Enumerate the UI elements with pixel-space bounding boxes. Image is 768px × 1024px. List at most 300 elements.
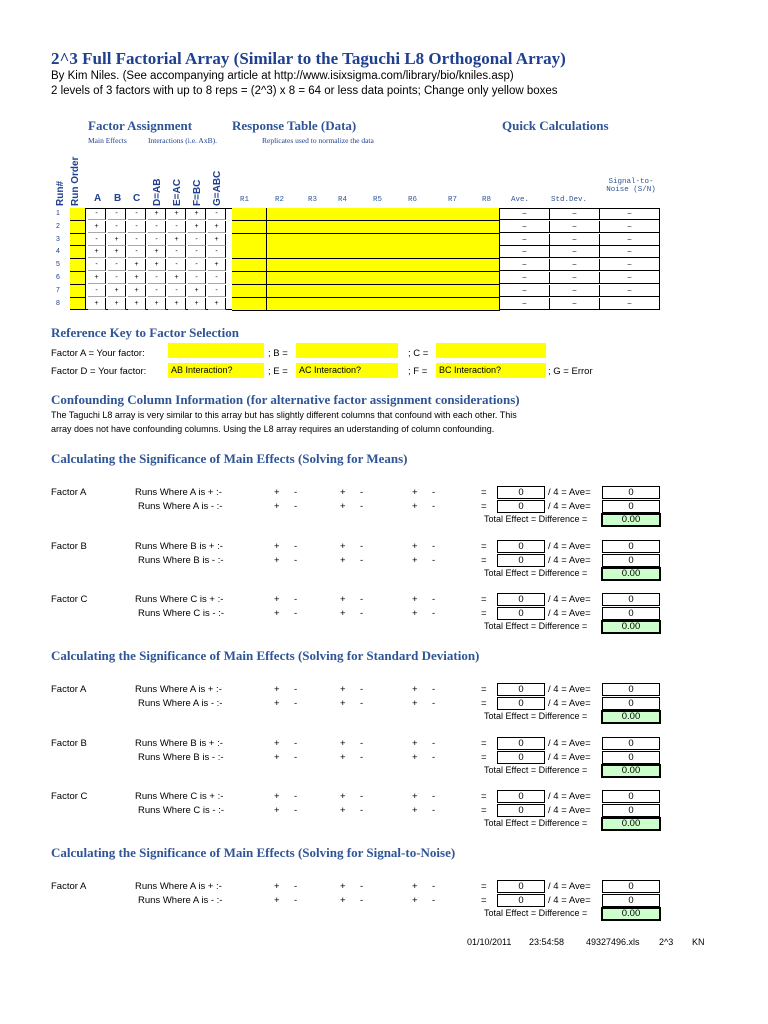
factor-level-d: + (148, 298, 166, 310)
average-value: 0 (602, 486, 660, 499)
divide-average-label: / 4 = Ave= (548, 554, 591, 566)
rep-header-2: R2 (275, 196, 285, 204)
minus-sign: - (294, 805, 298, 816)
total-effect-label: Total Effect = Difference = (484, 764, 588, 775)
replicate-input-r1[interactable] (232, 234, 267, 247)
plus-sign: + (412, 594, 418, 605)
factor-level-b: - (108, 259, 126, 271)
minus-sign: - (294, 540, 298, 552)
plus-sign: + (412, 554, 418, 566)
replicate-input-r4[interactable] (330, 285, 367, 298)
minus-sign: - (432, 554, 436, 566)
plus-sign: + (274, 684, 280, 695)
plus-sign: + (412, 608, 418, 619)
factor-level-a: + (88, 221, 106, 233)
factor-level-a: - (88, 259, 106, 271)
replicate-input-r4[interactable] (330, 234, 367, 247)
factor-level-a: + (88, 298, 106, 310)
sum-value: 0 (497, 540, 545, 553)
factor-level-d: - (148, 234, 166, 246)
replicates-note: Replicates used to normalize the data (262, 136, 374, 145)
plus-sign: + (340, 594, 346, 605)
factor-level-d: - (148, 221, 166, 233)
equals-sign: = (481, 805, 487, 816)
plus-sign: + (274, 540, 280, 552)
average-value: 0 (602, 500, 660, 513)
rep-header-8: R8 (482, 196, 492, 204)
factor-level-c: + (128, 259, 146, 271)
average-value: 0 (602, 607, 660, 620)
average-value: 0 (602, 697, 660, 710)
factor-assignment-heading: Factor Assignment (88, 118, 193, 133)
difference-value: 0.00 (601, 907, 661, 921)
sum-value: 0 (497, 486, 545, 499)
sn-cell: – (600, 298, 660, 310)
average-value: 0 (602, 751, 660, 764)
factor-level-e: + (168, 234, 186, 246)
sn-cell: – (600, 259, 660, 271)
replicate-input-r4[interactable] (330, 272, 367, 285)
factor-f-input[interactable]: BC Interaction? (436, 363, 546, 378)
minus-sign: - (294, 881, 298, 892)
runs-minus-label: Runs Where B is - :- (138, 554, 224, 566)
total-effect-label: Total Effect = Difference = (484, 908, 588, 918)
run-order-input[interactable] (70, 246, 86, 259)
replicate-input-r1[interactable] (232, 298, 267, 311)
factor-level-b: - (108, 221, 126, 233)
sn-cell: – (600, 272, 660, 284)
col-a-header: A (94, 193, 102, 204)
factor-level-c: + (128, 285, 146, 297)
factor-level-e: - (168, 259, 186, 271)
run-order-input[interactable] (70, 285, 86, 298)
replicate-input-r4[interactable] (330, 259, 367, 272)
sum-value: 0 (497, 880, 545, 893)
replicate-input-r1[interactable] (232, 272, 267, 285)
col-g-header: G=ABC (212, 170, 223, 206)
replicate-input-r7[interactable] (440, 285, 476, 298)
std-cell: – (550, 272, 600, 284)
plus-sign: + (340, 501, 346, 512)
factor-level-g: - (208, 285, 226, 297)
run-order-input[interactable] (70, 272, 86, 285)
factor-b-input[interactable] (296, 343, 398, 358)
minus-sign: - (294, 751, 298, 763)
run-number: 8 (56, 299, 60, 307)
factor-level-d: + (148, 259, 166, 271)
replicate-input-r3[interactable] (300, 234, 332, 247)
replicate-input-r8[interactable] (474, 246, 500, 259)
equals-sign: = (481, 698, 487, 709)
plus-sign: + (412, 751, 418, 763)
plus-sign: + (412, 501, 418, 512)
factor-label: Factor A (51, 881, 87, 892)
run-number: 3 (56, 235, 60, 243)
factor-c-input[interactable] (436, 343, 546, 358)
plus-sign: + (412, 805, 418, 816)
replicate-input-r8[interactable] (474, 221, 500, 234)
factor-level-f: - (188, 234, 206, 246)
minus-sign: - (294, 684, 298, 695)
byline: By Kim Niles. (See accompanying article at http://www.isixsigma.com/library/bio/kniles.asp) (51, 70, 514, 82)
rep-header-6: R6 (408, 196, 418, 204)
factor-level-f: - (188, 259, 206, 271)
factor-d-label: Factor D = Your factor: (51, 366, 147, 377)
replicate-input-r4[interactable] (330, 208, 367, 221)
plus-sign: + (340, 791, 346, 802)
ave-cell: – (500, 221, 550, 233)
factor-level-b: + (108, 298, 126, 310)
runs-plus-label: Runs Where A is + :- (135, 684, 222, 695)
difference-value: 0.00 (601, 764, 661, 778)
plus-sign: + (274, 554, 280, 566)
col-f-header: F=BC (192, 179, 203, 206)
footer-file: 49327496.xls (586, 937, 640, 947)
subtitle: 2 levels of 3 factors with up to 8 reps = (2^3) x 8 = 64 or less data points; Change only yellow boxes (51, 85, 558, 97)
replicate-input-r6[interactable] (400, 298, 442, 311)
replicate-input-r3[interactable] (300, 259, 332, 272)
run-number: 4 (56, 248, 60, 256)
equals-sign: = (481, 594, 487, 605)
plus-sign: + (412, 698, 418, 709)
replicate-input-r2[interactable] (267, 234, 302, 247)
runs-plus-label: Runs Where B is + :- (135, 540, 223, 552)
replicate-input-r3[interactable] (300, 298, 332, 311)
plus-sign: + (340, 895, 346, 906)
replicate-input-r3[interactable] (300, 272, 332, 285)
replicate-input-r5[interactable] (365, 234, 402, 247)
runs-minus-label: Runs Where A is - :- (138, 501, 223, 512)
replicate-input-r6[interactable] (400, 246, 442, 259)
factor-level-f: + (188, 208, 206, 220)
rep-header-4: R4 (338, 196, 348, 204)
divide-average-label: / 4 = Ave= (548, 487, 591, 498)
sum-value: 0 (497, 607, 545, 620)
minus-sign: - (360, 805, 364, 816)
plus-sign: + (274, 608, 280, 619)
equals-sign: = (481, 895, 487, 906)
factor-label: Factor A (51, 684, 87, 695)
total-effect-label: Total Effect = Difference = (484, 514, 588, 524)
plus-sign: + (274, 791, 280, 802)
equals-sign: = (481, 487, 487, 498)
replicate-input-r8[interactable] (474, 272, 500, 285)
std-cell: – (550, 298, 600, 310)
factor-level-d: - (148, 272, 166, 284)
factor-d-input[interactable]: AB Interaction? (168, 363, 264, 378)
average-value: 0 (602, 790, 660, 803)
replicate-input-r7[interactable] (440, 234, 476, 247)
replicate-input-r4[interactable] (330, 246, 367, 259)
replicate-input-r2[interactable] (267, 285, 302, 298)
plus-sign: + (274, 594, 280, 605)
equals-sign: = (481, 608, 487, 619)
minus-sign: - (432, 698, 436, 709)
sum-value: 0 (497, 683, 545, 696)
plus-sign: + (274, 881, 280, 892)
average-value: 0 (602, 880, 660, 893)
replicate-input-r1[interactable] (232, 208, 267, 221)
divide-average-label: / 4 = Ave= (548, 608, 591, 619)
equals-sign: = (481, 791, 487, 802)
sn-cell: – (600, 234, 660, 246)
replicate-input-r1[interactable] (232, 221, 267, 234)
factor-a-input[interactable] (168, 343, 264, 358)
plus-sign: + (412, 791, 418, 802)
factor-label: Factor B (51, 540, 87, 552)
std-cell: – (550, 208, 600, 220)
minus-sign: - (360, 501, 364, 512)
replicate-input-r4[interactable] (330, 298, 367, 311)
confounding-heading: Confounding Column Information (for alternative factor assignment considerations) (51, 392, 520, 407)
minus-sign: - (294, 487, 298, 498)
plus-sign: + (340, 608, 346, 619)
replicate-input-r3[interactable] (300, 208, 332, 221)
ave-header: Ave. (511, 196, 530, 204)
col-e-header: E=AC (172, 179, 183, 206)
factor-level-f: + (188, 285, 206, 297)
difference-value: 0.00 (601, 710, 661, 724)
sum-value: 0 (497, 697, 545, 710)
replicate-input-r5[interactable] (365, 259, 402, 272)
run-number: 5 (56, 261, 60, 269)
factor-level-f: + (188, 298, 206, 310)
interactions-note: Interactions (i.e. AxB). (148, 136, 217, 145)
replicate-input-r2[interactable] (267, 259, 302, 272)
minus-sign: - (432, 881, 436, 892)
factor-label: Factor B (51, 737, 87, 749)
minus-sign: - (294, 895, 298, 906)
factor-level-g: + (208, 298, 226, 310)
plus-sign: + (412, 540, 418, 552)
replicate-input-r5[interactable] (365, 208, 402, 221)
factor-level-g: - (208, 208, 226, 220)
replicate-input-r7[interactable] (440, 208, 476, 221)
run-order-input[interactable] (70, 298, 86, 311)
divide-average-label: / 4 = Ave= (548, 737, 591, 749)
replicate-input-r6[interactable] (400, 234, 442, 247)
plus-sign: + (412, 684, 418, 695)
minus-sign: - (294, 554, 298, 566)
sum-value: 0 (497, 500, 545, 513)
replicate-input-r6[interactable] (400, 272, 442, 285)
replicate-input-r5[interactable] (365, 285, 402, 298)
factor-level-b: + (108, 234, 126, 246)
average-value: 0 (602, 593, 660, 606)
average-value: 0 (602, 540, 660, 553)
minus-sign: - (360, 737, 364, 749)
plus-sign: + (274, 501, 280, 512)
minus-sign: - (432, 540, 436, 552)
runs-minus-label: Runs Where A is - :- (138, 698, 223, 709)
run-order-input[interactable] (70, 221, 86, 234)
sum-value: 0 (497, 751, 545, 764)
sum-value: 0 (497, 554, 545, 567)
factor-level-g: + (208, 221, 226, 233)
replicate-input-r7[interactable] (440, 246, 476, 259)
difference-value: 0.00 (601, 567, 661, 581)
sn-header: Signal-to-Noise (S/N) (606, 178, 656, 194)
response-table-heading: Response Table (Data) (232, 118, 357, 133)
replicate-input-r3[interactable] (300, 285, 332, 298)
minus-sign: - (360, 540, 364, 552)
minus-sign: - (432, 895, 436, 906)
replicate-input-r2[interactable] (267, 208, 302, 221)
minus-sign: - (360, 751, 364, 763)
factor-level-f: - (188, 272, 206, 284)
factor-level-c: - (128, 208, 146, 220)
replicate-input-r2[interactable] (267, 298, 302, 311)
run-number: 7 (56, 286, 60, 294)
average-value: 0 (602, 683, 660, 696)
rep-header-1: R1 (240, 196, 250, 204)
run-order-input[interactable] (70, 234, 86, 247)
replicate-input-r2[interactable] (267, 221, 302, 234)
factor-level-a: - (88, 285, 106, 297)
replicate-input-r5[interactable] (365, 221, 402, 234)
minus-sign: - (432, 487, 436, 498)
col-d-header: D=AB (152, 178, 163, 206)
ave-cell: – (500, 208, 550, 220)
minus-sign: - (294, 501, 298, 512)
runs-plus-label: Runs Where C is + :- (135, 594, 224, 605)
replicate-input-r7[interactable] (440, 221, 476, 234)
equals-sign: = (481, 501, 487, 512)
runs-plus-label: Runs Where A is + :- (135, 487, 222, 498)
factor-level-c: - (128, 221, 146, 233)
factor-level-f: + (188, 221, 206, 233)
factor-level-e: - (168, 246, 186, 258)
reference-heading: Reference Key to Factor Selection (51, 325, 239, 340)
plus-sign: + (274, 805, 280, 816)
ave-cell: – (500, 298, 550, 310)
replicate-input-r8[interactable] (474, 234, 500, 247)
factor-level-b: - (108, 208, 126, 220)
std-cell: – (550, 246, 600, 258)
plus-sign: + (274, 737, 280, 749)
replicate-input-r4[interactable] (330, 221, 367, 234)
factor-level-b: - (108, 272, 126, 284)
plus-sign: + (340, 751, 346, 763)
replicate-input-r3[interactable] (300, 246, 332, 259)
replicate-input-r1[interactable] (232, 259, 267, 272)
factor-g-label: ; G = Error (548, 366, 593, 377)
runs-plus-label: Runs Where B is + :- (135, 737, 223, 749)
rep-header-3: R3 (308, 196, 318, 204)
total-effect-label: Total Effect = Difference = (484, 567, 588, 578)
plus-sign: + (412, 881, 418, 892)
replicate-input-r1[interactable] (232, 246, 267, 259)
ave-cell: – (500, 259, 550, 271)
plus-sign: + (340, 540, 346, 552)
replicate-input-r6[interactable] (400, 208, 442, 221)
average-value: 0 (602, 804, 660, 817)
plus-sign: + (412, 895, 418, 906)
factor-e-label: ; E = (268, 366, 288, 377)
sum-value: 0 (497, 894, 545, 907)
divide-average-label: / 4 = Ave= (548, 805, 591, 816)
ave-cell: – (500, 272, 550, 284)
plus-sign: + (340, 698, 346, 709)
std-header: Std.Dev. (551, 196, 588, 204)
replicate-input-r5[interactable] (365, 298, 402, 311)
factor-f-label: ; F = (408, 366, 428, 377)
minus-sign: - (294, 791, 298, 802)
run-number: 2 (56, 222, 60, 230)
replicate-input-r8[interactable] (474, 259, 500, 272)
run-order-input[interactable] (70, 259, 86, 272)
plus-sign: + (274, 751, 280, 763)
replicate-input-r2[interactable] (267, 246, 302, 259)
replicate-input-r8[interactable] (474, 298, 500, 311)
runs-minus-label: Runs Where A is - :- (138, 895, 223, 906)
replicate-input-r7[interactable] (440, 298, 476, 311)
sum-value: 0 (497, 804, 545, 817)
plus-sign: + (274, 487, 280, 498)
run-number-header: Run# (55, 181, 66, 206)
runs-minus-label: Runs Where C is - :- (138, 608, 225, 619)
factor-level-f: - (188, 246, 206, 258)
total-effect-label: Total Effect = Difference = (484, 818, 588, 828)
replicate-input-r6[interactable] (400, 259, 442, 272)
rep-header-5: R5 (373, 196, 383, 204)
divide-average-label: / 4 = Ave= (548, 751, 591, 763)
runs-minus-label: Runs Where C is - :- (138, 805, 225, 816)
factor-level-g: + (208, 234, 226, 246)
equals-sign: = (481, 737, 487, 749)
replicate-input-r3[interactable] (300, 221, 332, 234)
factor-e-input[interactable]: AC Interaction? (296, 363, 398, 378)
minus-sign: - (432, 594, 436, 605)
divide-average-label: / 4 = Ave= (548, 684, 591, 695)
factor-level-e: - (168, 285, 186, 297)
replicate-input-r8[interactable] (474, 208, 500, 221)
sn-cell: – (600, 246, 660, 258)
std-cell: – (550, 234, 600, 246)
sum-value: 0 (497, 593, 545, 606)
replicate-input-r6[interactable] (400, 221, 442, 234)
sum-value: 0 (497, 790, 545, 803)
confounding-line-2: array does not have confounding columns. Using the L8 array requires an uderstanding of column confounding. (51, 424, 495, 434)
replicate-input-r7[interactable] (440, 259, 476, 272)
divide-average-label: / 4 = Ave= (548, 698, 591, 709)
minus-sign: - (360, 698, 364, 709)
factor-level-e: + (168, 272, 186, 284)
factor-level-e: + (168, 208, 186, 220)
minus-sign: - (432, 737, 436, 749)
equals-sign: = (481, 751, 487, 763)
replicate-input-r7[interactable] (440, 272, 476, 285)
calc-section-heading: Calculating the Significance of Main Effects (Solving for Means) (51, 451, 408, 466)
minus-sign: - (432, 684, 436, 695)
minus-sign: - (360, 895, 364, 906)
calc-section-heading: Calculating the Significance of Main Effects (Solving for Standard Deviation) (51, 648, 480, 663)
minus-sign: - (360, 791, 364, 802)
run-order-input[interactable] (70, 208, 86, 221)
replicate-input-r8[interactable] (474, 285, 500, 298)
std-cell: – (550, 285, 600, 297)
replicate-input-r5[interactable] (365, 272, 402, 285)
replicate-input-r6[interactable] (400, 285, 442, 298)
factor-a-label: Factor A = Your factor: (51, 348, 145, 359)
minus-sign: - (294, 698, 298, 709)
replicate-input-r5[interactable] (365, 246, 402, 259)
minus-sign: - (360, 881, 364, 892)
replicate-input-r1[interactable] (232, 285, 267, 298)
factor-level-g: - (208, 272, 226, 284)
minus-sign: - (432, 751, 436, 763)
replicate-input-r2[interactable] (267, 272, 302, 285)
